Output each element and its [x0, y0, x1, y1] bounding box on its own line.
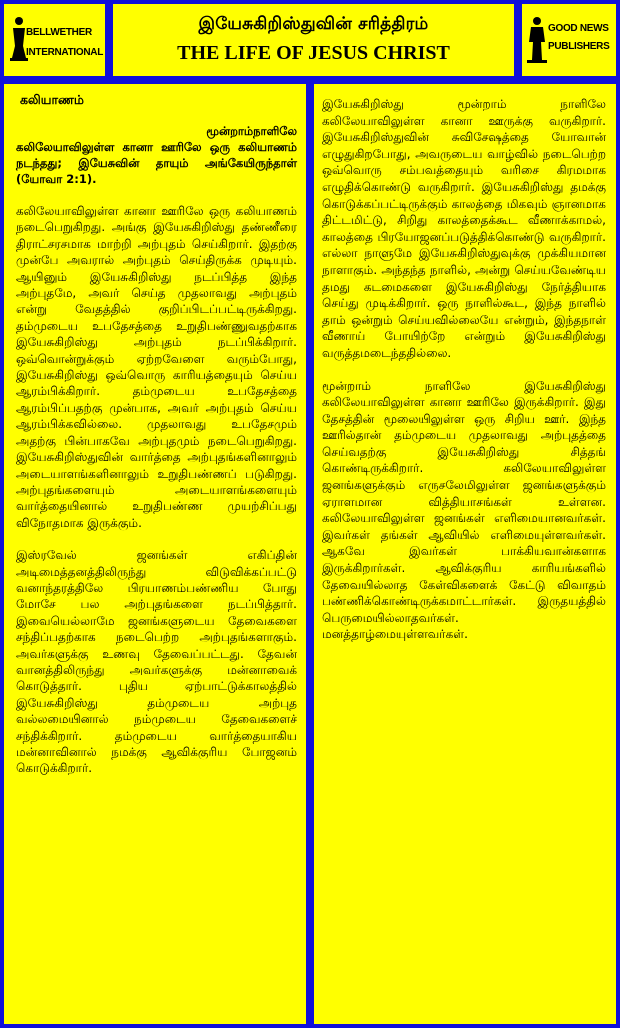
right-column [314, 84, 616, 1024]
scripture-verse [16, 123, 297, 187]
good-news-figure-icon [525, 16, 549, 66]
good-news-logo [522, 4, 616, 76]
bellwether-logo [4, 4, 105, 76]
left-column [4, 84, 306, 1024]
good-news-line1: GOOD NEWS [548, 23, 609, 34]
english-title: THE LIFE OF JESUS CHRIST [177, 42, 450, 64]
tamil-title: இயேசுகிறிஸ்துவின் சரித்திரம் [198, 14, 429, 34]
right-paragraph-1: இயேசுகிறிஸ்து மூன்றாம் நாளிலே கலிலேயாவிலுள்ள கானா ஊருக்கு வருகிறார். இயேசுகிறிஸ்துவின் சுவிசேஷத்தை யோவான் எழுதுகிறபோது, அவருடைய வாழ்வில் நடைபெற்ற ஒவ்வொரு சம்பவத்தையும் வரிசை கிரமமாக எழுதிக்கொண்டு வருகிறார். இயேசுகிறிஸ்து தமக்கு கொடுக்கப்பட்டிருக்கும் காலத்தை மிகவும் ஞானமாக திட்டமிட்டு, சிறிது காலத்தைக்கூட வீணாக்காமல், காலத்தை பிரயோஜனப்படுத்திக்கொண்டு வருகிறார். எல்லா நாளுமே இயேசுகிறிஸ்துவுக்கு முக்கியமான நாளாகும். அந்தந்த நாளில், அன்று செய்யவேண்டிய தமது கடமைகளை இயேசுகிறிஸ்து நேர்த்தியாக செய்து முடிக்கிறார். ஒரு நாளில்கூட, இந்த நாளில் தாம் ஒன்றும் செய்யவில்லையே என்றும், இந்தநாள் வீணாய் போயிற்றே என்றும் இயேசுகிறிஸ்து வருத்தமடைந்ததில்லை. [322, 97, 606, 360]
left-paragraph-2: இஸ்ரவேல் ஜனங்கள் எகிப்தின் அடிமைத்தனத்திலிருந்து விடுவிக்கப்பட்டு வனாந்தரத்திலே பிரயாணம்பண்ணிய போது மோசே பல அற்புதங்களை நடப்பித்தார். இவையெல்லாமே ஜனங்களுடைய தேவைகளை சந்திப்பதற்காக நடைபெற்ற அற்புதங்களாகும். அவர்களுக்கு உணவு தேவைப்பட்டது. தேவன் வானத்திலிருந்து அவர்களுக்கு மன்னாவைக் கொடுத்தார். புதிய ஏற்பாட்டுக்காலத்தில் இயேசுகிறிஸ்து தம்முடைய அற்புத வல்லமையினால் நம்முடைய தேவைகளைச் சந்திக்கிறார். தம்முடைய வார்த்தையாகிய மன்னாவினால் நமக்கு ஆவிக்குரிய போஜனம் கொடுக்கிறார். [16, 548, 297, 776]
bellwether-line1: BELLWETHER [26, 27, 92, 38]
verse-line-1: மூன்றாம்நாளிலே [206, 124, 297, 138]
section-heading: கலியாணம் [20, 92, 84, 107]
good-news-line2: PUBLISHERS [548, 41, 610, 52]
header-title-box [113, 4, 514, 76]
left-paragraph-1: கலிலேயாவிலுள்ள கானா ஊரிலே ஒரு கலியாணம் நடைபெறுகிறது. அங்கு இயேசுகிறிஸ்து தண்ணீரை திராட்சரசமாக மாற்றி அற்புதம் செய்கிறார். இதற்கு முன்பே அவரால் அற்புதம் செய்திருக்க முடியும். ஆயினும் இயேசுகிறிஸ்து நடப்பித்த இந்த அற்புதமே, அவர் செய்த முதலாவது அற்புதம் என்று வேதத்தில் குறிப்பிடப்பட்டிருக்கிறது. தம்முடைய உபதேசத்தை உறுதிபண்ணுவதற்காக இயேசுகிறிஸ்து அற்புதம் நடப்பிக்கிறார். ஒவ்வொன்றுக்கும் ஏற்றவேளை வரும்போது, இயேசுகிறிஸ்து ஒவ்வொரு காரியத்தையும் செய்ய ஆரம்பிக்கிறார். தம்முடைய உபதேசத்தை ஆரம்பிப்பதற்கு முன்பாக, அவர் அற்புதம் செய்ய ஆரம்பிக்கவில்லை. முதலாவது உபதேசமும் அதற்கு பின்பாகவே அற்புதமும் நடைபெறுகிறது. இயேசுகிறிஸ்துவின் வார்த்தை அற்புதங்களினாலும் அடையாளங்களினாலும் உறுதிபண்ணப் படுகிறது. அற்புதங்களையும் அடையாளங்களையும் வார்த்தையினால் உறுதிபண்ண முயற்சிப்பது விநோதமாக இருக்கும். [16, 204, 297, 530]
right-paragraph-2: மூன்றாம் நாளிலே இயேசுகிறிஸ்து கலிலேயாவிலுள்ள கானா ஊரிலே இருக்கிறார். இது தேசத்தின் மூலையிலுள்ள ஒரு சிறிய ஊர். இந்த ஊரில்தான் தம்முடைய முதலாவது அற்புதத்தை செய்வதற்கு இயேசுகிறிஸ்து சித்தங் கொண்டிருக்கிறார். கலிலேயாவிலுள்ள ஜனங்களுக்கும் எருசலேமிலுள்ள ஜனங்களுக்கும் ஏராளமான வித்தியாசங்கள் உள்ளன. கலிலேயாவிலுள்ள ஜனங்கள் எளிமையானவர்கள். இவர்கள் தங்கள் ஆவியில் எளிமையுள்ளவர்கள். ஆகவே இவர்கள் பாக்கியவான்களாக இருக்கிறார்கள். ஆவிக்குரிய காரியங்களில் தேவையில்லாத கேள்விகளைக் கேட்டு விவாதம் பண்ணிக்கொண்டிருக்கமாட்டார்கள். இருதயத்தில் பெருமையில்லாதவர்கள். மனத்தாழ்மையுள்ளவர்கள். [322, 378, 606, 642]
bellwether-line2: INTERNATIONAL [26, 47, 104, 58]
verse-rest: கலிலேயாவிலுள்ள கானா ஊரிலே ஒரு கலியாணம் நடந்தது; இயேசுவின் தாயும் அங்கேயிருந்தாள் (யோவா 2:1). [16, 140, 297, 186]
